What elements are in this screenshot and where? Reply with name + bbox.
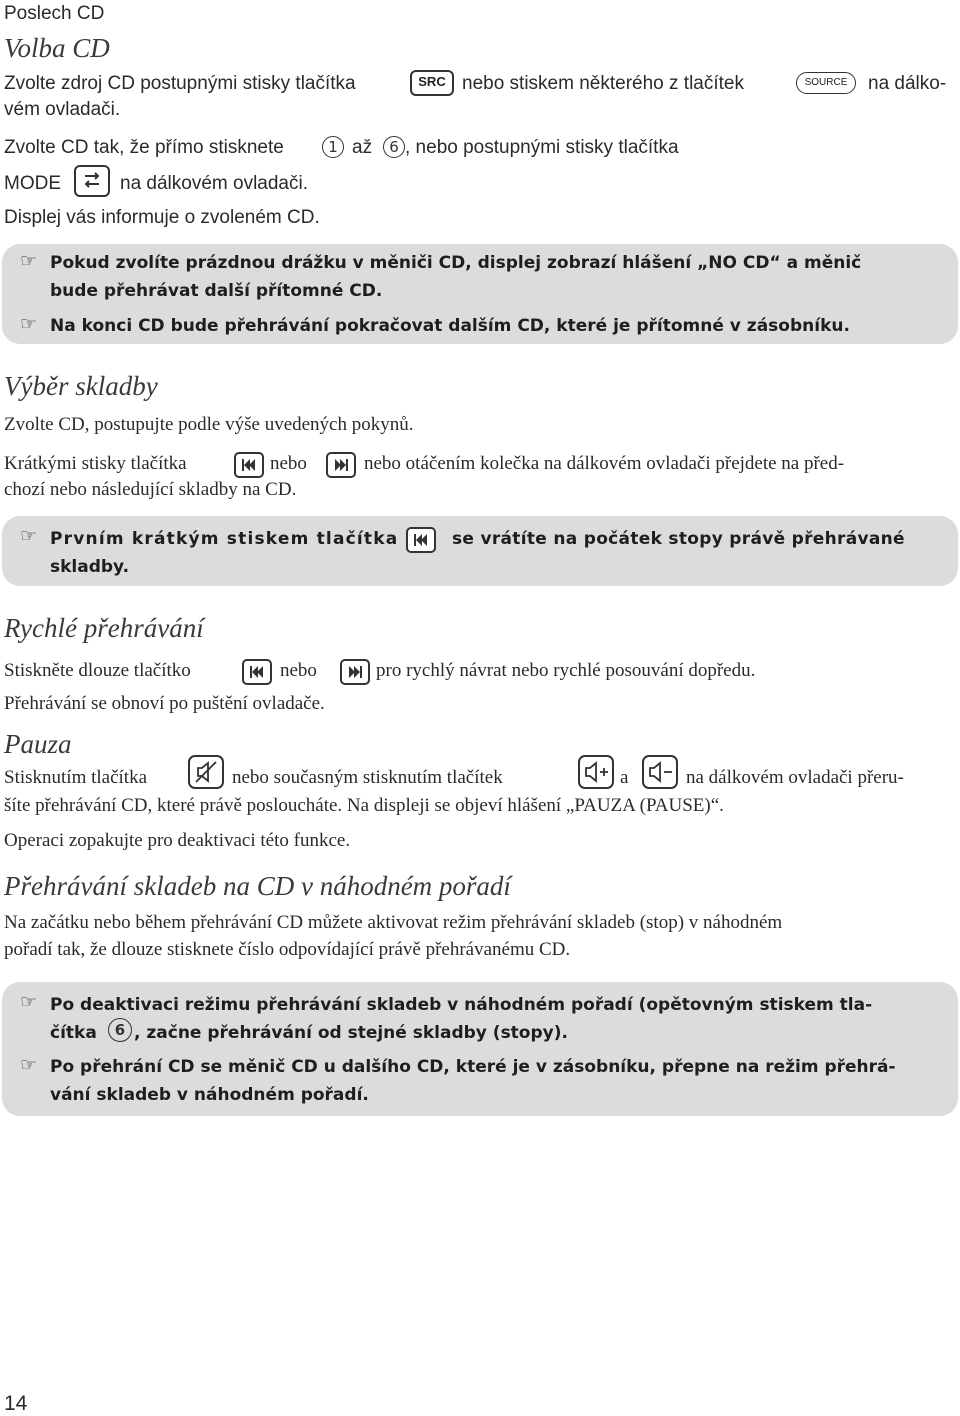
mode-arrows-icon bbox=[76, 167, 108, 195]
text-line: až bbox=[352, 137, 373, 158]
note-text: čítka bbox=[50, 1023, 97, 1043]
previous-track-icon bbox=[242, 659, 272, 685]
text-line: Na začátku nebo během přehrávání CD můžete aktivovat režim přehrávání skladeb (stop) v náhodném bbox=[4, 912, 783, 933]
note-text: skladby. bbox=[50, 557, 130, 577]
volume-down-icon bbox=[642, 755, 678, 789]
pointing-hand-icon: ☞ bbox=[20, 250, 38, 272]
text-line: nebo současným stisknutím tlačítek bbox=[232, 767, 503, 788]
mode-key-icon bbox=[74, 165, 110, 197]
section-title-nahodne-poradi: Přehrávání skladeb na CD v náhodném pořadí bbox=[4, 871, 511, 901]
section-title-rychle-prehravani: Rychlé přehrávání bbox=[4, 613, 204, 643]
text-line: Krátkými stisky tlačítka bbox=[4, 453, 187, 474]
text-line: Zvolte CD, postupujte podle výše uvedených pokynů. bbox=[4, 414, 414, 435]
note-text: Po přehrání CD se měnič CD u dalšího CD, které je v zásobníku, přepne na režim přehrá- bbox=[50, 1057, 896, 1077]
section-title-vyber-skladby: Výběr skladby bbox=[4, 371, 158, 401]
section-title-pauza: Pauza bbox=[4, 729, 72, 759]
text-line: pořadí tak, že dlouze stisknete číslo odpovídající právě přehrávanému CD. bbox=[4, 939, 571, 960]
pointing-hand-icon: ☞ bbox=[20, 991, 38, 1013]
text-line: Stisknutím tlačítka bbox=[4, 767, 148, 788]
text-line: pro rychlý návrat nebo rychlé posouvání dopředu. bbox=[376, 660, 756, 681]
pointing-hand-icon: ☞ bbox=[20, 525, 38, 547]
page-number: 14 bbox=[4, 1392, 28, 1415]
note-text: Prvním krátkým stiskem tlačítka bbox=[50, 529, 399, 549]
text-line: nebo stiskem některého z tlačítek bbox=[462, 73, 744, 94]
text-line: šíte přehrávání CD, které právě posloucháte. Na displeji se objeví hlášení „PAUZA (PAUSE)“. bbox=[4, 795, 724, 816]
src-key-icon bbox=[410, 70, 454, 96]
text-line: na dálkovém ovladači přeru- bbox=[686, 767, 904, 788]
button-1-icon: 1 bbox=[322, 136, 344, 158]
text-line: Zvolte zdroj CD postupnými stisky tlačítka bbox=[4, 73, 356, 94]
text-line: na dálkovém ovladači. bbox=[120, 173, 308, 194]
note-text: vání skladeb v náhodném pořadí. bbox=[50, 1085, 369, 1105]
volume-up-icon bbox=[578, 755, 614, 789]
pointing-hand-icon: ☞ bbox=[20, 313, 38, 335]
note-text: Na konci CD bude přehrávání pokračovat dalším CD, které je přítomné v zásobníku. bbox=[50, 316, 850, 336]
note-text: se vrátíte na počátek stopy právě přehrávané bbox=[452, 529, 905, 549]
note-text: , začne přehrávání od stejné skladby (stopy). bbox=[134, 1023, 568, 1043]
pointing-hand-icon: ☞ bbox=[20, 1054, 38, 1076]
note-text: Po deaktivaci režimu přehrávání skladeb v náhodném pořadí (opětovným stiskem tla- bbox=[50, 995, 873, 1015]
next-track-icon bbox=[326, 452, 356, 478]
text-line: MODE bbox=[4, 173, 61, 194]
note-text: Pokud zvolíte prázdnou drážku v měniči CD, displej zobrazí hlášení „NO CD“ a měnič bbox=[50, 253, 862, 273]
text-line: Přehrávání se obnoví po puštění ovladače. bbox=[4, 693, 325, 714]
source-key-icon bbox=[796, 72, 856, 94]
page-header: Poslech CD bbox=[4, 3, 105, 24]
text-line: vém ovladači. bbox=[4, 99, 121, 120]
text-line: , nebo postupnými stisky tlačítka bbox=[405, 137, 679, 158]
note-box bbox=[2, 516, 958, 586]
previous-track-icon bbox=[406, 527, 436, 553]
mute-icon bbox=[188, 755, 224, 789]
note-text: bude přehrávat další přítomné CD. bbox=[50, 281, 383, 301]
next-track-icon bbox=[340, 659, 370, 685]
text-line: Displej vás informuje o zvoleném CD. bbox=[4, 207, 320, 228]
text-line: nebo bbox=[270, 453, 307, 474]
src-key-label: SRC bbox=[418, 74, 446, 89]
text-line: chozí nebo následující skladby na CD. bbox=[4, 479, 297, 500]
previous-track-icon bbox=[234, 452, 264, 478]
source-key-label: SOURCE bbox=[804, 77, 848, 88]
button-6-icon: 6 bbox=[383, 136, 405, 158]
text-line: nebo otáčením kolečka na dálkovém ovladači přejdete na před- bbox=[364, 453, 845, 474]
text-line: a bbox=[620, 767, 629, 788]
text-line: Operaci zopakujte pro deaktivaci této funkce. bbox=[4, 830, 351, 851]
section-title-volba-cd: Volba CD bbox=[4, 33, 110, 63]
button-6-icon: 6 bbox=[108, 1018, 132, 1042]
text-line: na dálko- bbox=[868, 73, 947, 94]
text-line: nebo bbox=[280, 660, 317, 681]
text-line: Zvolte CD tak, že přímo stisknete bbox=[4, 137, 284, 158]
text-line: Stiskněte dlouze tlačítko bbox=[4, 660, 191, 681]
